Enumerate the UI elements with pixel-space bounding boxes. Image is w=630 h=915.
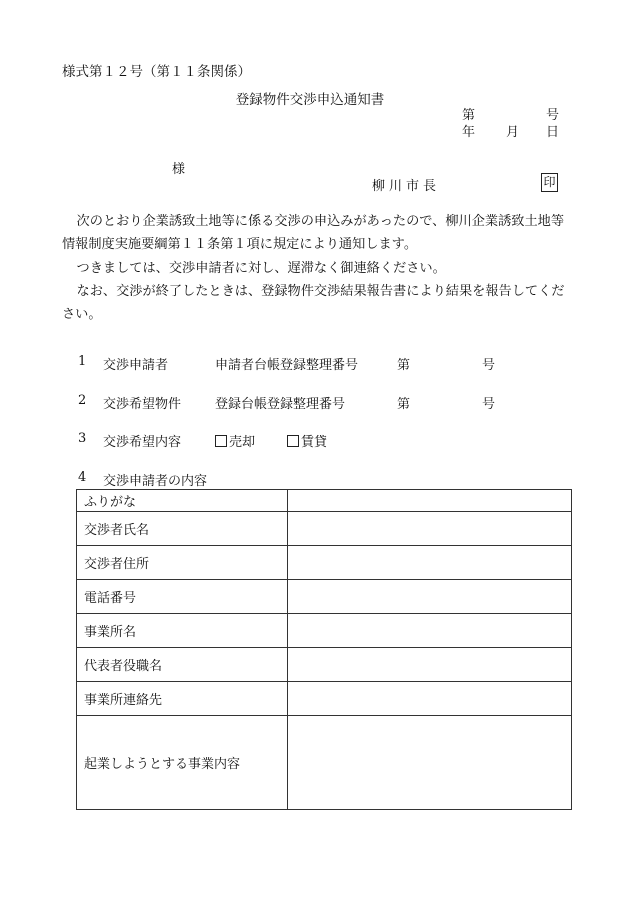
reference-dai: 第 <box>462 108 476 123</box>
body-paragraph-3: なお、交渉が終了したときは、登録物件交渉結果報告書により結果を報告してください。 <box>62 284 565 322</box>
row-label: 電話番号 <box>77 580 288 614</box>
item-dai: 第 <box>397 358 411 373</box>
option-sale[interactable] <box>215 431 255 450</box>
table-row <box>77 512 572 546</box>
row-value-field[interactable] <box>288 580 572 614</box>
item-label: 交渉申請者 <box>103 358 169 373</box>
body-paragraph-1: 次のとおり企業誘致土地等に係る交渉の申込みがあったので、柳川企業誘致土地等情報制度実施要綱第１１条第１項に規定により通知します。 <box>62 214 565 252</box>
form-number-label: 様式第１２号（第１１条関係） <box>62 64 251 80</box>
option-sale-label: 売却 <box>229 435 256 450</box>
item-label: 交渉希望物件 <box>103 397 182 412</box>
table-row <box>77 614 572 648</box>
row-value-field[interactable] <box>288 512 572 546</box>
checkbox-lease[interactable] <box>287 435 299 447</box>
row-label: 交渉者氏名 <box>77 512 288 546</box>
row-value-field[interactable] <box>288 546 572 580</box>
row-label: 事業所連絡先 <box>77 682 288 716</box>
item-dai: 第 <box>397 397 411 412</box>
body-paragraph-2: つきましては、交渉申請者に対し、遅滞なく御連絡ください。 <box>76 261 446 276</box>
row-label: 起業しようとする事業内容 <box>77 716 288 810</box>
item-go: 号 <box>482 397 496 412</box>
date-month-label: 月 <box>506 125 520 140</box>
option-lease-label: 賃貸 <box>301 435 328 450</box>
row-value-field[interactable] <box>288 614 572 648</box>
table-row <box>77 648 572 682</box>
item-number: 1 <box>78 354 87 369</box>
table-row <box>77 490 572 512</box>
item-label: 交渉申請者の内容 <box>103 474 208 489</box>
item-number: 4 <box>78 470 87 485</box>
checkbox-sale[interactable] <box>215 435 227 447</box>
row-label: ふりがな <box>77 490 288 512</box>
issuer-mayor: 柳川市長 <box>372 179 441 194</box>
seal-stamp: 印 <box>541 173 558 192</box>
item-number: 3 <box>78 431 87 446</box>
table-row <box>77 580 572 614</box>
applicant-details-table <box>76 489 572 810</box>
row-value-field[interactable] <box>288 682 572 716</box>
row-value-field[interactable] <box>288 490 572 512</box>
row-label: 交渉者住所 <box>77 546 288 580</box>
item-label: 交渉希望内容 <box>103 435 182 450</box>
table-row <box>77 682 572 716</box>
date-year-label: 年 <box>462 125 476 140</box>
item-go: 号 <box>482 358 496 373</box>
row-value-field[interactable] <box>288 648 572 682</box>
recipient-suffix: 様 <box>172 162 186 177</box>
item-sublabel: 申請者台帳登録整理番号 <box>215 358 359 373</box>
row-value-field[interactable] <box>288 716 572 810</box>
item-number: 2 <box>78 393 87 408</box>
option-lease[interactable] <box>287 431 327 450</box>
row-label: 代表者役職名 <box>77 648 288 682</box>
reference-go: 号 <box>546 108 560 123</box>
table-row <box>77 546 572 580</box>
date-day-label: 日 <box>546 125 560 140</box>
document-title: 登録物件交渉申込通知書 <box>235 92 385 108</box>
item-sublabel: 登録台帳登録整理番号 <box>215 397 346 412</box>
row-label: 事業所名 <box>77 614 288 648</box>
table-row <box>77 716 572 810</box>
